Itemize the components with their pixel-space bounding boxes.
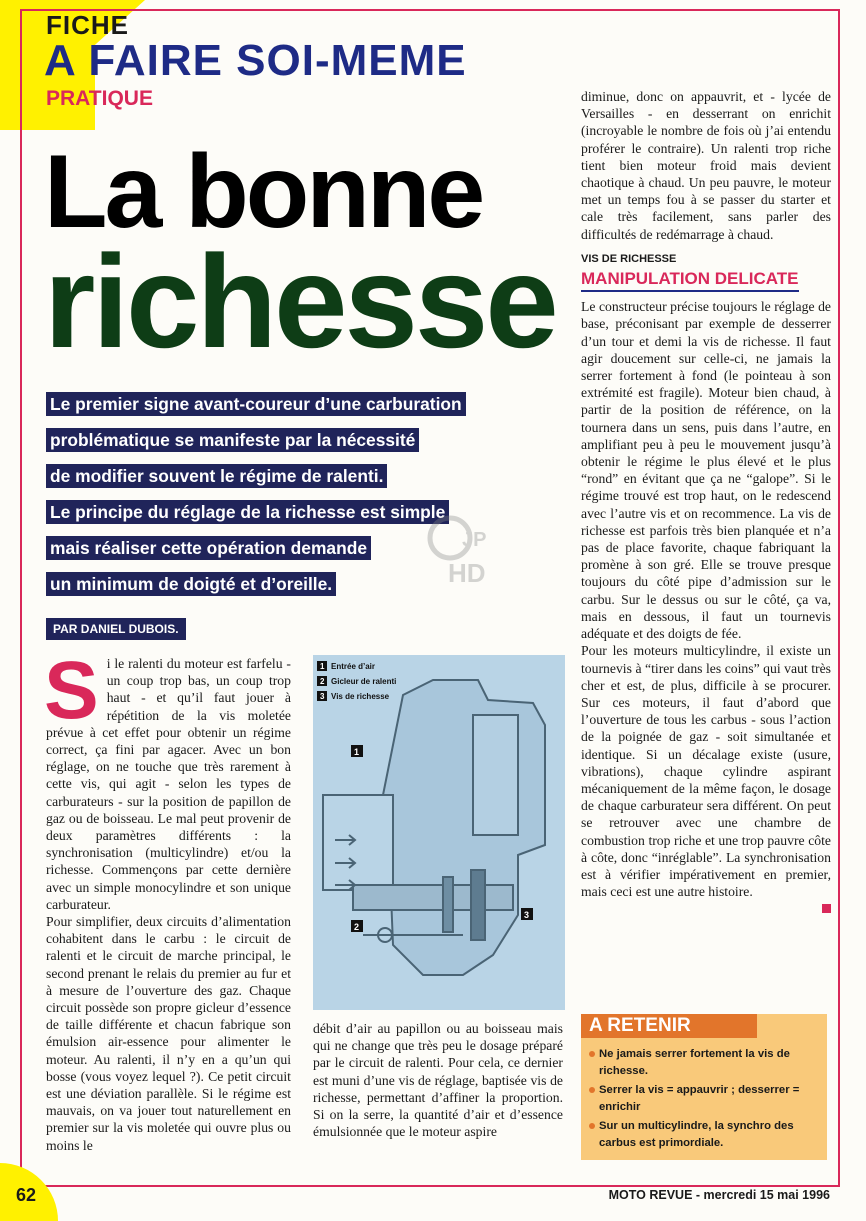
a-retenir-title: A RETENIR	[581, 1014, 757, 1038]
chapo-line: problématique se manifeste par la nécessité	[46, 428, 419, 452]
watermark-text: HD	[448, 558, 486, 588]
svg-text:JP: JP	[462, 529, 487, 551]
legend-label: Entrée d’air	[331, 662, 376, 671]
paragraph: Le constructeur précise toujours le réglage de base, préconisant par exemple de desserrer d’un tour et demi la vis de richesse. Il faut agir doucement sur celle-ci, ne jamais la serrer fortement à fond (le pointeau à son extrémité est fragile). Moteur bien chaud, à partir de la position de référence, on la tournera dans un sens, puis dans l’autre, en amplifiant peu à peu le mouvement jusqu’à obtenir le régime le plus élevé et le plus “rond” en évitant que ça ne “galope”. Si le régime trouvé est trop haut, on le redescend avec l’autre vis et on recommence. La vis de richesse est parfois très bien planquée et n’a pas de place favorite, chaque fabriquant la promène à son gré. Elle se trouve presque toujours du côté pipe d’admission sur le carbu. Sur le dessus ou sur le côté, ça va, mais en dessous, il faut un tournevis adéquate et des doigts de fée.	[581, 299, 831, 642]
callout-num: 2	[354, 922, 360, 932]
subhead-small: VIS DE RICHESSE	[581, 252, 677, 265]
carburetor-diagram	[313, 655, 565, 1010]
chapo-line: de modifier souvent le régime de ralenti.	[46, 464, 387, 488]
paragraph: diminue, donc on appauvrit, et - lycée de Versailles - en desserrant on enrichit (incroyable le nombre de fois où j’ai entendu proférer le contraire). Un ralenti trop riche tient bien moteur froid mais devient chaotique à chaud. Un peu pauvre, le moteur met un temps fou à se passer du starter et cale très facilement, sans parler des difficultés de redémarrage à chaud.	[581, 89, 831, 242]
list-item: Ne jamais serrer fortement la vis de richesse.	[589, 1046, 827, 1079]
paragraph: débit d’air au papillon ou au boisseau mais qui ne change que très peu le dosage préparé par le circuit de ralenti. Pour cela, ce dernier est muni d’une vis de réglage, baptisée vis de richesse, permettant d’affiner la proportion. Si on la serre, la quantité d’air et d’essence émulsionnée que le moteur aspire	[313, 1021, 563, 1140]
a-retenir-box	[581, 1014, 827, 1160]
list-item: Sur un multicylindre, la synchro des carbus est primordiale.	[589, 1118, 827, 1151]
chapo-line: un minimum de doigté et d’oreille.	[46, 572, 336, 596]
byline: PAR DANIEL DUBOIS.	[46, 618, 186, 640]
paragraph: i le ralenti du moteur est farfelu - un coup trop bas, un coup trop haut - et qu’il faut jouer à répétition de la vis moletée prévue à cet effet pour obtenir un régime correct, ça fini par agacer. Avec un bon réglage, on ne touche que très rarement à cette vis, qui agit - selon les types de carburateurs - sur la position de papillon de gaz ou de boisseau. Le mal peut provenir de deux paramètres différents : la synchronisation (multicylindre) et/ou la richesse. Commençons par cette dernière avec un simple monocylindre et son unique carburateur.	[46, 656, 291, 912]
article-column-3	[581, 88, 831, 913]
headline-line1: La bonne	[44, 134, 483, 250]
chapo-line: Le principe du réglage de la richesse est simple	[46, 500, 449, 524]
headline	[44, 134, 556, 375]
chapo-line: mais réaliser cette opération demande	[46, 536, 371, 560]
headline-line2: richesse	[44, 228, 556, 375]
page-number: 62	[16, 1185, 37, 1205]
kicker-a-faire-soi-meme: A FAIRE SOI-MEME	[44, 36, 467, 85]
legend-label: Gicleur de ralenti	[331, 677, 397, 686]
article-column-2	[313, 1020, 563, 1140]
article-column-1	[44, 645, 291, 1154]
subhead: MANIPULATION DELICATE	[581, 270, 799, 292]
legend-num: 1	[320, 662, 325, 671]
legend-num: 2	[320, 677, 325, 686]
drop-cap: S	[44, 645, 99, 736]
publication-footer: MOTO REVUE - mercredi 15 mai 1996	[608, 1188, 830, 1202]
kicker-fiche: FICHE	[46, 10, 129, 40]
paragraph: Pour simplifier, deux circuits d’alimentation cohabitent dans le carbu : le circuit de ralenti et le circuit de marche principal, le second prenant le relais du premier au fur et à mesure de l’ouverture des gaz. Chaque circuit possède son propre gicleur d’essence de taille différente et chacun fabrique son émulsion air-essence pour alimenter le moteur. Au ralenti, il n’y en a qu’un qui bosse (vous voyez lequel ?). Ce petit circuit est une déviation parallèle. Si le régime est mauvais, on va jouer tout naturellement en premier sur la vis moletée qui ouvre plus ou moins le	[46, 914, 291, 1153]
list-item: Serrer la vis = appauvrir ; desserrer = enrichir	[589, 1082, 827, 1115]
chapo-line: Le premier signe avant-coureur d’une carburation	[46, 392, 466, 416]
legend-label: Vis de richesse	[331, 692, 390, 701]
callout-num: 1	[354, 747, 360, 757]
end-mark	[822, 904, 831, 913]
kicker-pratique: PRATIQUE	[46, 87, 153, 110]
a-retenir-list	[581, 1046, 827, 1151]
callout-num: 3	[524, 910, 530, 920]
paragraph: Pour les moteurs multicylindre, il existe un tournevis à “tirer dans les coins” qui vaut très cher et est, de plus, difficile à se procurer. Sur ces moteurs, il faut d’abord que l’ouverture de tous les carbus - sous l’action de la poignée de gaz - soit simultanée et identique. Si un décalage existe (usure, vibrations), chaque cylindre aspirant mécaniquement de la même façon, le dosage de chaque carburateur sera différent. On peut se retrouver avec une chambre de combustion trop riche et une trop pauvre côte à côte, donc “inréglable”. La synchronisation est à vérifier impérativement en premier, mais ceci est une autre histoire.	[581, 643, 831, 900]
watermark-logo	[420, 510, 510, 590]
legend-num: 3	[320, 692, 325, 701]
